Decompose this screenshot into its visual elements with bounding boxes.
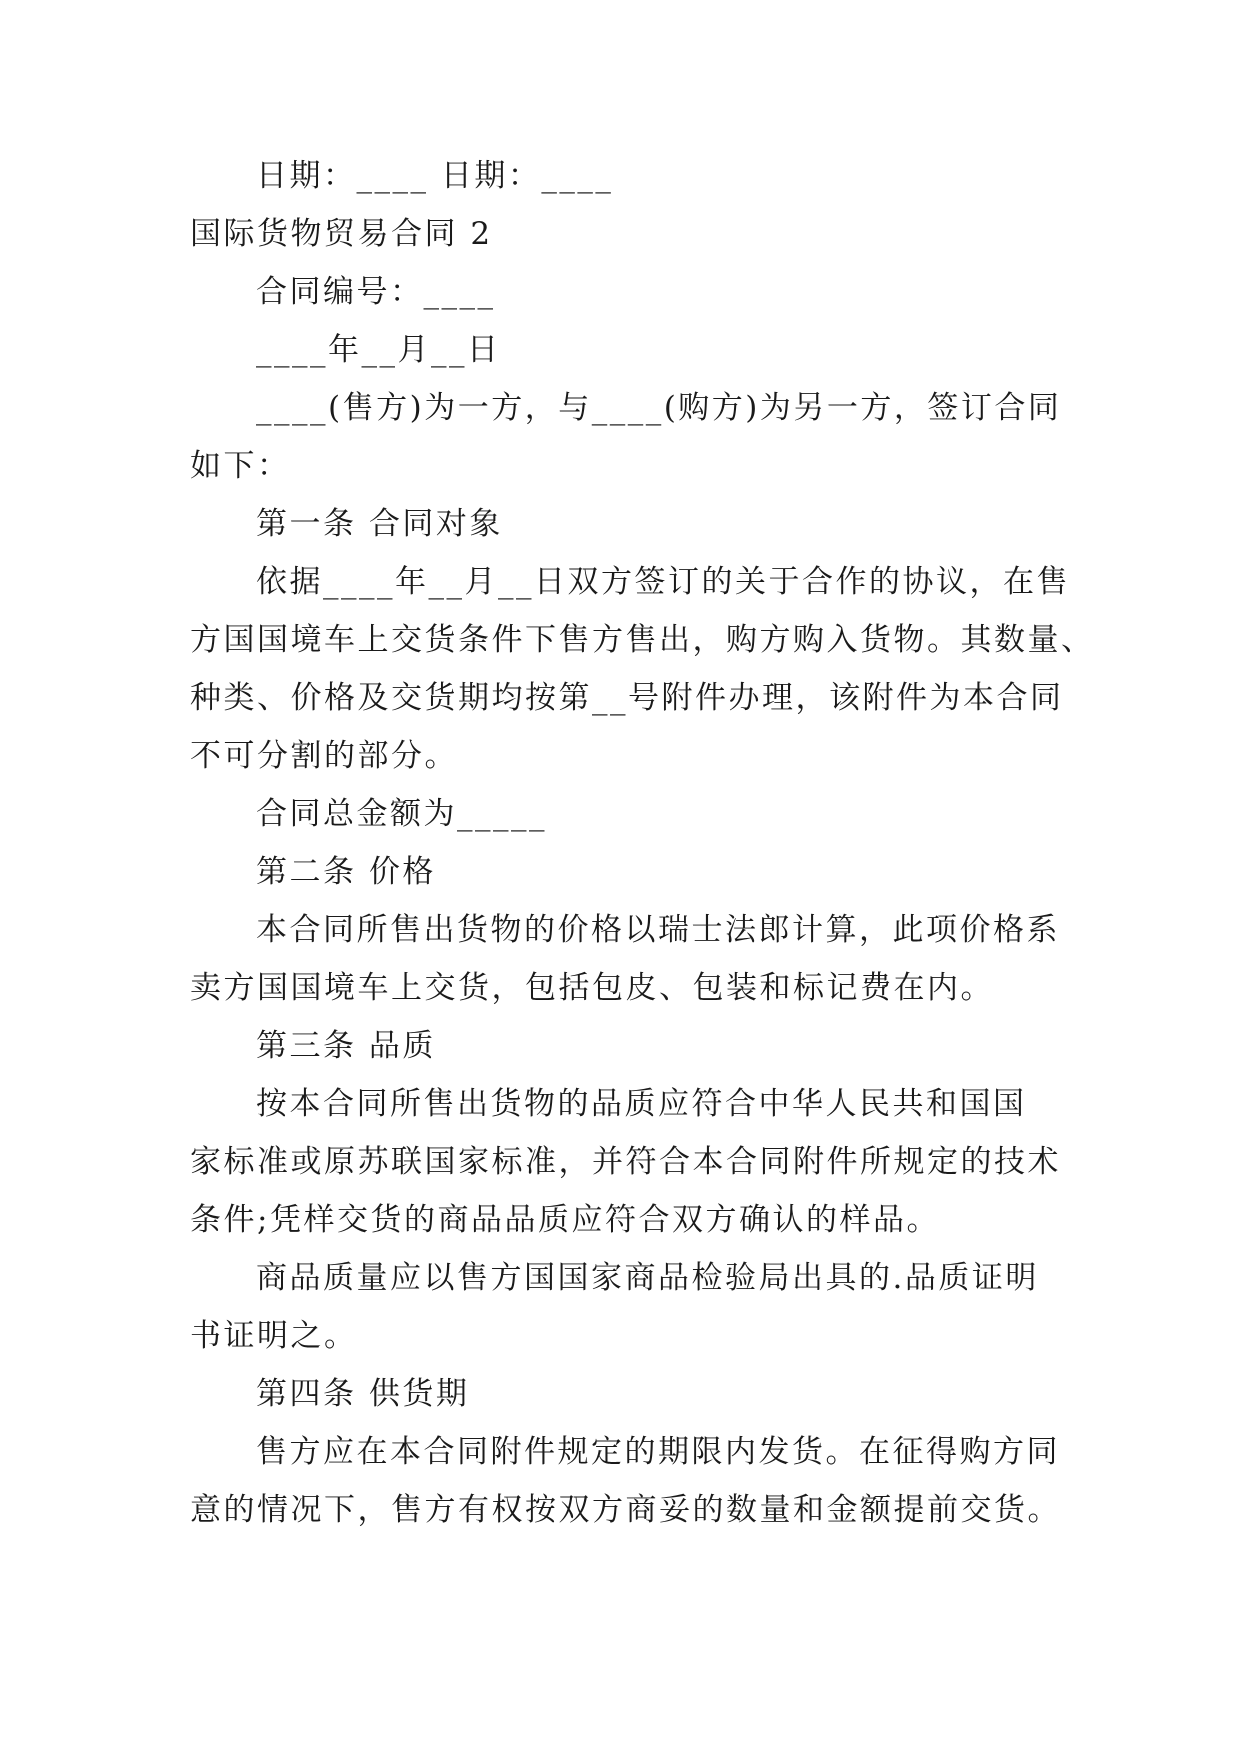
contract-number-line: 合同编号：____ [256, 274, 496, 310]
paragraph-line: 商品质量应以售方国国家商品检验局出具的.品质证明 [256, 1260, 1039, 1296]
paragraph-line: 不可分割的部分。 [190, 738, 458, 774]
paragraph-line: 依据____年__月__日双方签订的关于合作的协议，在售 [256, 564, 1070, 600]
paragraph-line: 种类、价格及交货期均按第__号附件办理，该附件为本合同 [190, 680, 1064, 716]
paragraph-line: 本合同所售出货物的价格以瑞士法郎计算，此项价格系 [256, 912, 1060, 948]
article-heading: 第三条 品质 [256, 1028, 436, 1064]
article-heading: 第一条 合同对象 [256, 506, 503, 542]
date-signature-line: 日期：____ 日期：____ [256, 158, 614, 194]
paragraph-line: 条件;凭样交货的商品品质应符合双方确认的样品。 [190, 1202, 940, 1238]
contract-date-line: ____年__月__日 [256, 332, 501, 368]
parties-paragraph-line: ____(售方)为一方，与____(购方)为另一方，签订合同 [256, 390, 1062, 426]
parties-paragraph-line: 如下： [190, 448, 291, 484]
paragraph-line: 卖方国国境车上交货，包括包皮、包装和标记费在内。 [190, 970, 994, 1006]
contract-title: 国际货物贸易合同 2 [190, 216, 493, 252]
contract-body [190, 147, 1095, 1539]
paragraph-line: 按本合同所售出货物的品质应符合中华人民共和国国 [256, 1086, 1027, 1122]
paragraph-line: 意的情况下，售方有权按双方商妥的数量和金额提前交货。 [190, 1492, 1061, 1528]
article-heading: 第二条 价格 [256, 854, 436, 890]
article-heading: 第四条 供货期 [256, 1376, 470, 1412]
paragraph-line: 书证明之。 [190, 1318, 358, 1354]
paragraph-line: 售方应在本合同附件规定的期限内发货。在征得购方同 [256, 1434, 1060, 1470]
total-amount-line: 合同总金额为_____ [256, 796, 547, 832]
paragraph-line: 家标准或原苏联国家标准，并符合本合同附件所规定的技术 [190, 1144, 1061, 1180]
paragraph-line: 方国国境车上交货条件下售方售出，购方购入货物。其数量、 [190, 622, 1095, 658]
